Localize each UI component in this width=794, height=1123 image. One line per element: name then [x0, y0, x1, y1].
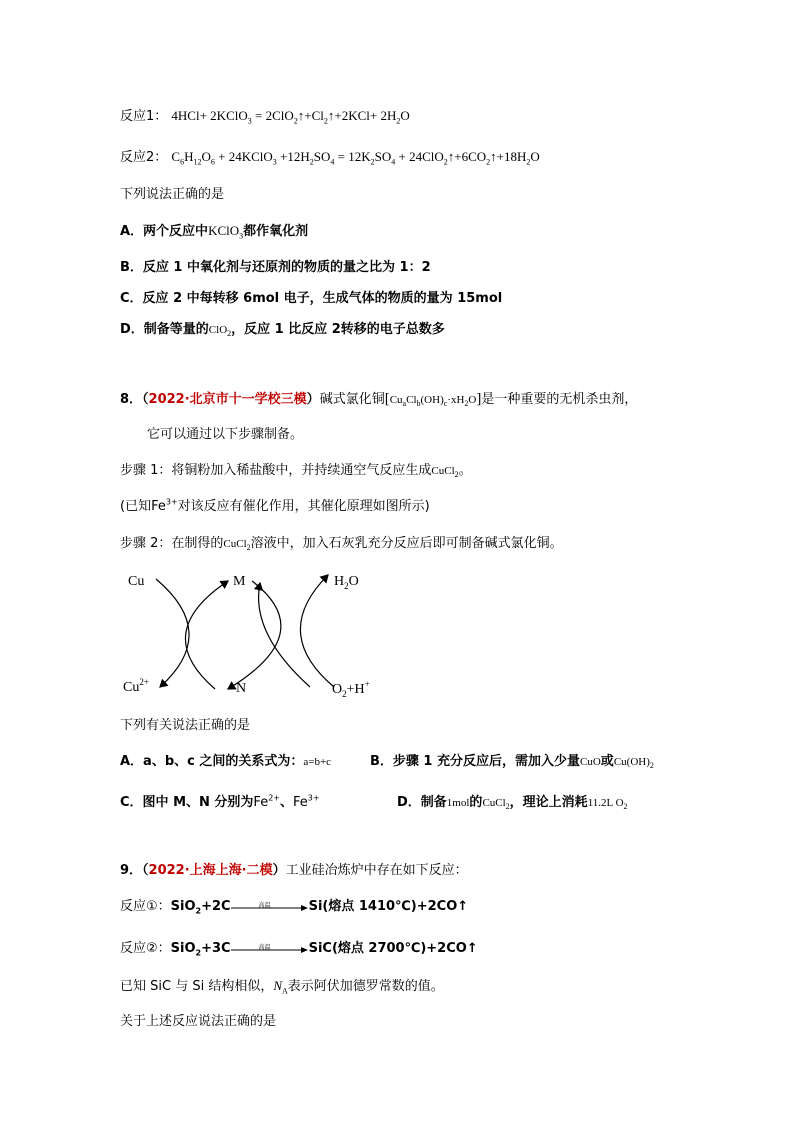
q8-step1-formula: CuCl$_2$ — [431, 465, 459, 480]
q8-stem-tail: 是一种重要的无机杀虫剂， — [481, 392, 638, 407]
q9-reaction-1-label: 反应①： — [120, 899, 171, 914]
q9-stem-text: 工业硅冶炼炉中存在如下反应： — [285, 863, 468, 878]
q8-option-b-formula2: $Cu(OH)_2$ — [613, 756, 654, 771]
reaction-1-equation: 4HCl+ 2KClO$_3$ = $2ClO_2↑+Cl_2↑+2KCl+ 2H_2O$ — [171, 108, 410, 126]
q8-option-d-formula2: CuCl$_2$ — [482, 797, 510, 812]
high-temp-arrow-2 — [231, 942, 309, 956]
q8-option-b-text: B．步骤 1 充分反应后，需加入少量 — [370, 754, 581, 769]
q8-step1-text: 步骤 1：将铜粉加入稀盐酸中，并持续通空气反应生成 — [120, 463, 432, 478]
q9-reaction-1-rhs: Si(熔点 1410℃)+2CO↑ — [308, 899, 469, 914]
q8-note-formula: $Fe^{3+}$ — [151, 497, 178, 514]
left-bracket: [ — [384, 391, 390, 407]
q7-prompt: 下列说法正确的是 — [120, 187, 225, 202]
arc-right-to-m — [259, 583, 310, 687]
q8-option-b — [370, 753, 654, 771]
q8-option-a — [120, 753, 331, 771]
reaction-2-line — [120, 148, 540, 167]
arc-o2-to-h2o — [300, 575, 334, 687]
q8-stem — [120, 390, 637, 409]
q8-option-c-formula1: $Fe^{2+}$ — [253, 793, 280, 810]
q9-number: 9．（ — [120, 863, 149, 878]
q7-option-a-text: A．两个反应中 — [120, 224, 209, 239]
reaction-2-label: 反应2： — [120, 150, 168, 165]
q8-option-d-text: D．制备 — [397, 795, 447, 810]
q9-reaction-2-label: 反应②： — [120, 941, 171, 956]
q8-note — [120, 498, 430, 516]
q8-stem-text: 碱式氯化铜 — [319, 392, 385, 407]
arc-m-to-n — [228, 581, 281, 689]
arc-cu-to-cu2 — [156, 579, 189, 687]
q8-formula: $Cu_aCl_b(OH)_c\cdot xH_2O$ — [389, 394, 477, 409]
q8-number: 8．（ — [120, 392, 149, 407]
q8-stem-line2: 它可以通过以下步骤制备。 — [147, 427, 304, 442]
q8-option-b-formula1: CuO — [580, 756, 601, 768]
q8-step2-formula: CuCl$_2$ — [223, 538, 251, 553]
label-h2o: H2O — [334, 574, 359, 591]
q9-reaction-2 — [120, 940, 478, 958]
q9-prompt: 关于上述反应说法正确的是 — [120, 1014, 277, 1029]
q7-option-a — [120, 222, 308, 241]
q7-option-a-formula: KClO$_3$ — [208, 223, 244, 241]
q8-option-d — [397, 794, 628, 812]
label-cu: Cu — [128, 574, 145, 589]
q9-reaction-2-rhs: SiC(熔点 2700℃)+2CO↑ — [308, 941, 478, 956]
q8-note-text: (已知 — [120, 499, 152, 514]
catalysis-cycle-diagram — [120, 565, 400, 705]
q7-option-c: C．反应 2 中每转移 6mol 电子，生成气体的物质的量为 15mol — [120, 291, 503, 306]
q8-step1-tail: 。 — [458, 463, 472, 478]
q9-avogadro-symbol: N — [273, 978, 283, 993]
q7-option-d-formula: ClO$_2$ — [208, 324, 232, 339]
q9-avogadro-sub: A — [282, 986, 288, 996]
label-o2-hplus: O2+H+ — [332, 679, 370, 699]
q9-known-text: 已知 SiC 与 Si 结构相似， — [120, 979, 274, 994]
q8-option-c-text: C．图中 M、N 分别为 — [120, 795, 254, 810]
q9-reaction-2-lhs: SiO$_2$+3C — [170, 941, 231, 958]
q7-option-d-tail: ，反应 1 比反应 2转移的电子总数多 — [231, 322, 445, 337]
q8-option-c-formula2: $Fe^{3+}$ — [293, 793, 320, 810]
q9-reaction-1 — [120, 898, 468, 916]
q9-reaction-1-lhs: SiO$_2$+2C — [170, 899, 231, 916]
q8-option-a-text: A．a、b、c 之间的关系式为： — [120, 754, 304, 769]
q8-source: 2022·北京市十一学校三模 — [148, 392, 307, 407]
q8-option-b-mid: 或 — [600, 754, 614, 769]
q8-prompt: 下列有关说法正确的是 — [120, 718, 251, 733]
q7-option-d-text: D．制备等量的 — [120, 322, 209, 337]
q8-option-c — [120, 794, 320, 812]
q8-step2 — [120, 535, 563, 553]
label-n: N — [236, 681, 247, 696]
q8-step2-tail: 溶液中，加入石灰乳充分反应后即可制备碱式氯化铜。 — [250, 536, 563, 551]
q9-stem — [120, 862, 468, 880]
arc-n-to-m-left — [185, 581, 228, 689]
q8-option-d-mid1: 的 — [469, 795, 483, 810]
q8-option-d-mid2: ，理论上消耗 — [509, 795, 588, 810]
q9-source-close: ） — [272, 863, 286, 878]
high-temp-label-2: 高温 — [258, 943, 271, 951]
q8-step1 — [120, 462, 472, 480]
high-temp-arrow — [231, 900, 309, 914]
q8-note-tail: 对该反应有催化作用，其催化原理如图所示) — [177, 499, 430, 514]
q9-known-tail: 表示阿伏加德罗常数的值。 — [287, 979, 444, 994]
q8-option-d-formula3: 11.2L $O_2$ — [587, 797, 628, 812]
q8-step2-text: 步骤 2：在制得的 — [120, 536, 224, 551]
high-temp-label: 高温 — [258, 901, 271, 909]
q8-option-c-mid: 、 — [279, 795, 293, 810]
q8-source-close: ） — [306, 392, 320, 407]
label-cu2plus: Cu2+ — [123, 677, 149, 695]
q7-option-b: B．反应 1 中氧化剂与还原剂的物质的量之比为 1：2 — [120, 260, 431, 275]
q7-option-a-tail: 都作氧化剂 — [243, 224, 309, 239]
right-bracket: ] — [476, 391, 482, 407]
reaction-1-label: 反应1： — [120, 109, 168, 124]
label-m: M — [233, 574, 246, 589]
q8-option-a-formula: a=b+c — [303, 756, 332, 768]
q9-source: 2022·上海上海·二模 — [148, 863, 273, 878]
q8-option-d-formula1: 1mol — [446, 797, 470, 809]
reaction-2-equation: $C_6H_{12}O_6$ + 24KClO$_3$ $+12H_2SO_4 = 12K_2SO_4$ + $24ClO_2↑+6CO_2↑+18H_2O$ — [171, 149, 540, 167]
q7-option-d — [120, 321, 445, 339]
reaction-1-line — [120, 107, 410, 126]
q9-known — [120, 977, 444, 996]
